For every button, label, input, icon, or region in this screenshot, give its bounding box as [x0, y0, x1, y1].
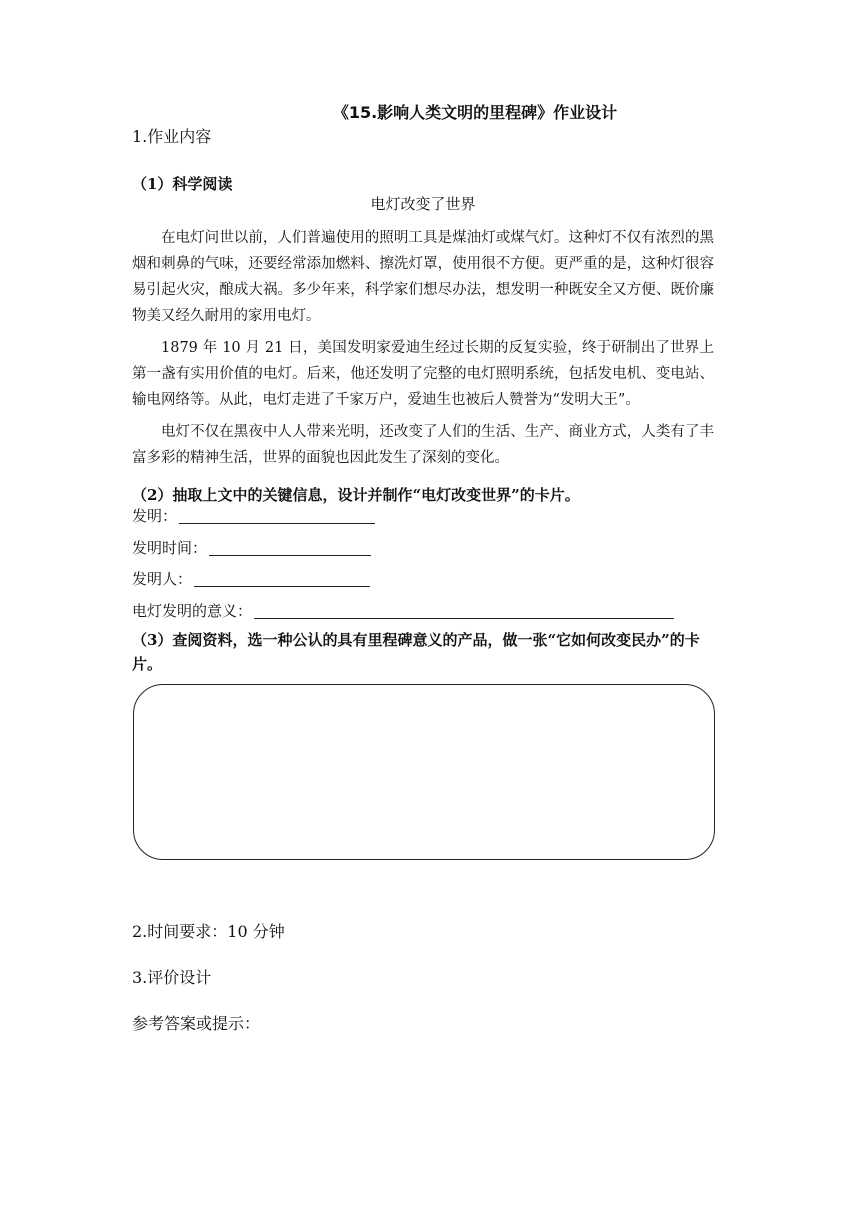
card-answer-box[interactable]	[133, 684, 715, 860]
invention-time-label: 发明时间：	[132, 539, 208, 557]
section-time-requirement: 2.时间要求：10 分钟	[132, 922, 285, 941]
section-homework-content: 1.作业内容	[132, 127, 212, 146]
significance-blank[interactable]	[254, 600, 674, 619]
part2-question: （2）抽取上文中的关键信息，设计并制作“电灯改变世界”的卡片。	[132, 486, 580, 504]
part3-question: （3）查阅资料，选一种公认的具有里程碑意义的产品，做一张“它如何改变民办”的卡片。	[132, 631, 700, 673]
significance-label: 电灯发明的意义：	[132, 602, 253, 620]
article-paragraph-1: 在电灯问世以前，人们普遍使用的照明工具是煤油灯或煤气灯。这种灯不仅有浓烈的黑烟和刺鼻的气味，还要经常添加燃料、擦洗灯罩，使用很不方便。更严重的是，这种灯很容易引起火灾，酿成大祸。多少年来，科学家们想尽办法，想发明一种既安全又方便、既价廉物美又经久耐用的家用电灯。	[132, 230, 714, 324]
reading-article	[132, 225, 714, 477]
article-paragraph-3: 电灯不仅在黑夜中人人带来光明，还改变了人们的生活、生产、商业方式，人类有了丰富多彩的精神生活，世界的面貌也因此发生了深刻的变化。	[132, 424, 714, 466]
inventor-label: 发明人：	[132, 570, 193, 588]
article-paragraph-2: 1879 年 10 月 21 日，美国发明家爱迪生经过长期的反复实验，终于研制出了世界上第一盏有实用价值的电灯。后来，他还发明了完整的电灯照明系统，包括发电机、变电站、输电网络等。从此，电灯走进了千家万户，爱迪生也被后人赞誉为“发明大王”。	[132, 340, 714, 408]
part1-heading: （1）科学阅读	[132, 175, 233, 193]
section-evaluation-design: 3.评价设计	[132, 968, 212, 987]
significance-field	[132, 598, 674, 622]
invention-time-blank[interactable]	[209, 537, 371, 556]
invention-label: 发明：	[132, 507, 178, 525]
inventor-field	[132, 566, 370, 590]
document-title: 《15.影响人类文明的里程碑》作业设计	[332, 103, 618, 122]
inventor-blank[interactable]	[194, 568, 370, 587]
article-title: 电灯改变了世界	[370, 195, 476, 213]
invention-blank[interactable]	[179, 505, 375, 524]
invention-time-field	[132, 535, 371, 559]
invention-field	[132, 503, 375, 527]
reference-answer-heading: 参考答案或提示：	[132, 1014, 261, 1033]
